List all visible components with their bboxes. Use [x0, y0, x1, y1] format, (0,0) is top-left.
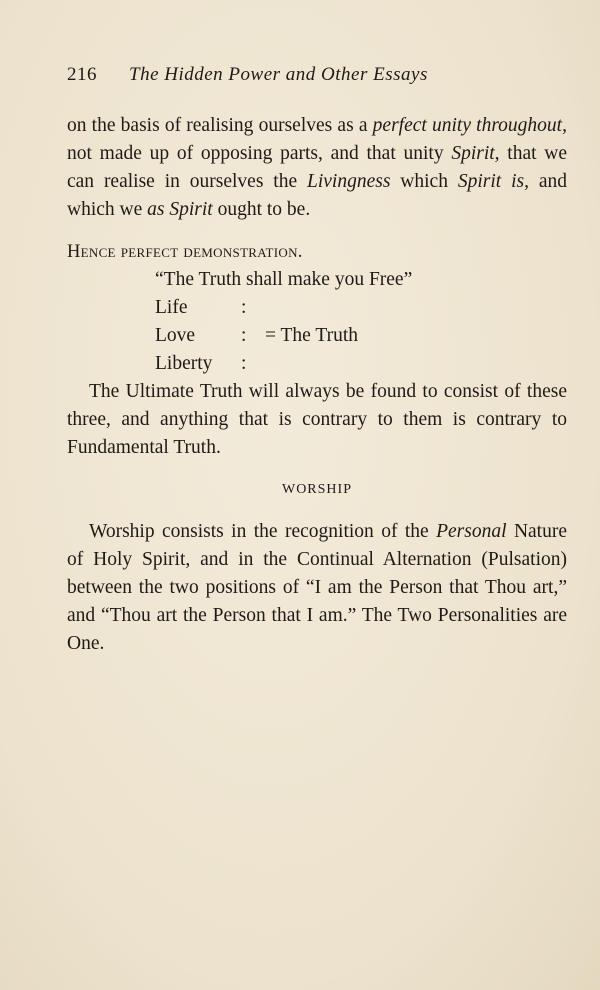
italic-run: Spirit is, — [457, 171, 529, 192]
text-run: ought to be. — [212, 199, 311, 220]
formula-colon: : — [241, 297, 247, 318]
text-run: on the basis of realising ourselves as a — [67, 115, 373, 136]
italic-run: Spirit, — [451, 143, 500, 164]
body-text — [67, 112, 567, 658]
italic-run: as Spirit — [147, 199, 213, 220]
text-run: Nature of Holy Spirit, and in the Continual Alternation (Pulsation) between the two positions of “I am the Person that Thou art,” and “Thou art the Person that I am.” The Two Personalities are One. — [67, 521, 567, 654]
italic-run: Livingness — [307, 171, 391, 192]
paragraph — [67, 518, 567, 658]
italic-run: perfect unity throughout, — [372, 115, 567, 136]
paragraph — [67, 112, 567, 224]
text-run: which — [390, 171, 458, 192]
formula-colon: : — [241, 353, 247, 374]
running-title: The Hidden Power and Other Essays — [129, 64, 428, 85]
text-run: and which we — [67, 171, 567, 220]
text-run: not made up of opposing parts, and that unity — [67, 143, 452, 164]
formula-quote: “The Truth shall make you Free” — [155, 269, 413, 290]
formula-term: Liberty — [155, 353, 213, 374]
text-run: Worship consists in the recognition of the — [89, 521, 437, 542]
page-number: 216 — [67, 64, 97, 85]
formula-term: Life — [155, 297, 188, 318]
truth-formula — [155, 266, 567, 378]
running-header — [67, 64, 537, 86]
formula-row — [155, 350, 567, 378]
formula-term: Love — [155, 325, 196, 346]
paragraph: The Ultimate Truth will always be found to consist of these three, and anything that is contrary to them is contrary to Fundamental Truth. — [67, 381, 567, 458]
formula-row — [155, 294, 567, 322]
formula-rhs: = The Truth — [265, 325, 358, 346]
formula-colon: : — [241, 325, 247, 346]
formula-row — [155, 322, 567, 350]
text-run: that we can realise in ourselves the — [67, 143, 567, 192]
hence-line: Hence perfect demonstration. — [67, 242, 303, 262]
section-heading: WORSHIP — [281, 482, 352, 497]
italic-run: Personal — [436, 521, 507, 542]
